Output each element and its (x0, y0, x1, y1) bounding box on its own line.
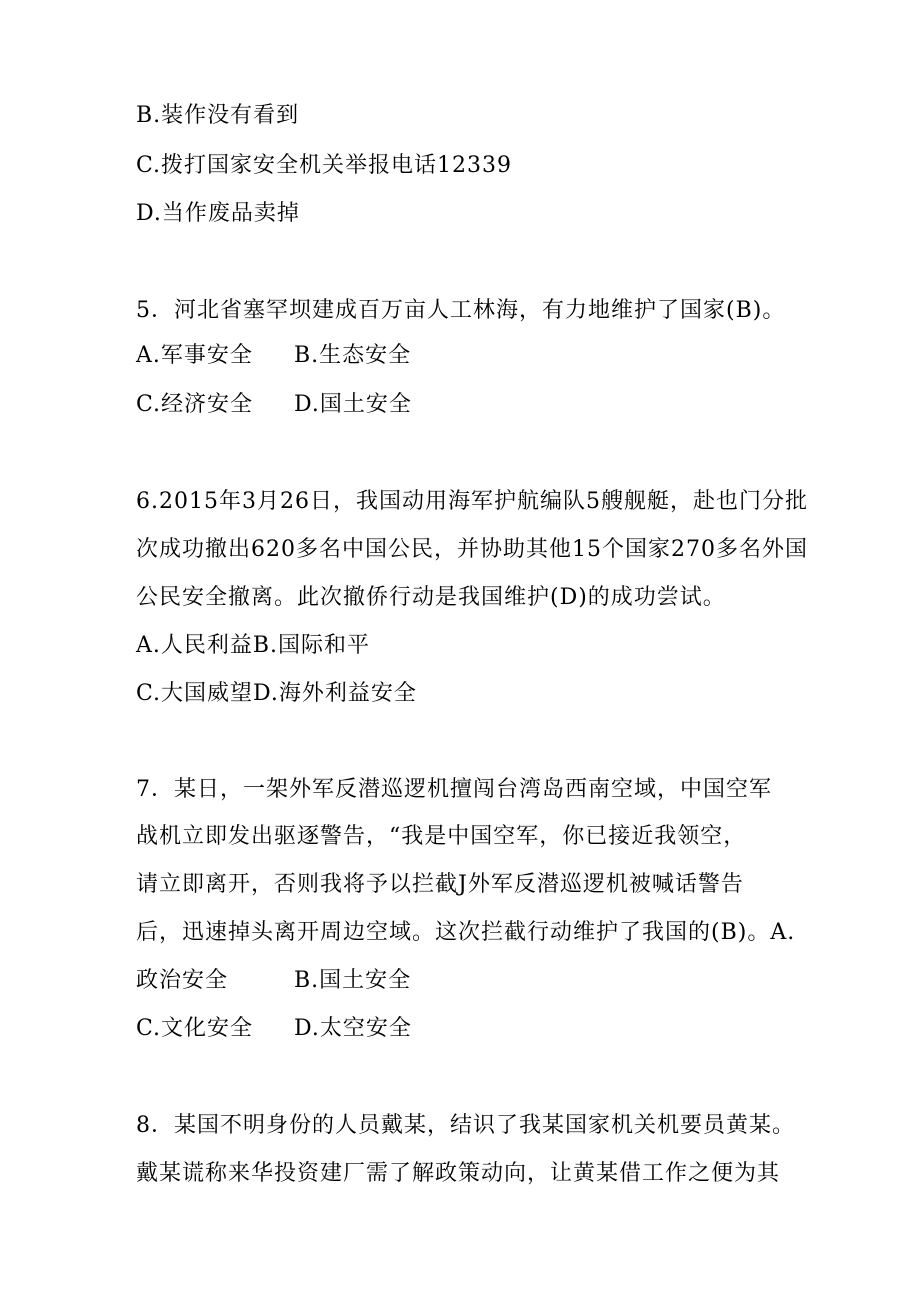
q5-options-row-2 (136, 390, 412, 420)
q7-option-a-tail: 政治安全 (136, 968, 229, 993)
q7-stem-line-2: 战机立即发出驱逐警告，“我是中国空军，你已接近我领空， (136, 824, 747, 849)
q6-stem-line-1: 6.2015年3月26日，我国动用海军护航编队5艘舰艇，赴也门分批 (136, 489, 808, 514)
q8-stem-line-1: 8．某国不明身份的人员戴某，结识了我某国家机关机要员黄某。 (136, 1113, 795, 1138)
q7-option-c: C.文化安全 (136, 1016, 254, 1041)
q7-options-row-2 (136, 1014, 412, 1044)
q6-stem-line-3: 公民安全撤离。此次撤侨行动是我国维护(D)的成功尝试。 (136, 585, 726, 610)
q7-stem-line-1: 7．某日，一架外军反潜巡逻机擅闯台湾岛西南空域，中国空军 (136, 777, 772, 802)
q6-options-cd: C.大国威望D.海外利益安全 (136, 681, 417, 706)
q7-option-b: B.国土安全 (294, 968, 412, 993)
q4-option-b: B.装作没有看到 (136, 103, 300, 128)
q5-stem: 5．河北省塞罕坝建成百万亩人工林海，有力地维护了国家(B)。 (136, 298, 786, 323)
q6-options-ab: A.人民利益B.国际和平 (136, 633, 371, 658)
q5-option-b: B.生态安全 (294, 343, 412, 368)
q4-option-c: C.拨打国家安全机关举报电话12339 (136, 153, 513, 178)
q5-option-d: D.国土安全 (294, 392, 412, 417)
q5-option-a: A.军事安全 (136, 343, 253, 368)
q8-stem-line-2: 戴某谎称来华投资建厂需了解政策动向，让黄某借工作之便为其 (136, 1161, 781, 1186)
q7-option-d: D.太空安全 (294, 1016, 412, 1041)
q7-stem-line-3: 请立即离开，否则我将予以拦截J外军反潜巡逻机被喊话警告 (136, 872, 744, 897)
q5-options-row-1 (136, 341, 412, 371)
q7-stem-line-4: 后，迅速掉头离开周边空域。这次拦截行动维护了我国的(B)。A. (136, 920, 796, 945)
q5-option-c: C.经济安全 (136, 392, 254, 417)
q6-stem-line-2: 次成功撤出620多名中国公民，并协助其他15个国家270多名外国 (136, 537, 808, 562)
q4-option-d: D.当作废品卖掉 (136, 201, 300, 226)
q7-options-row-1 (136, 966, 412, 996)
